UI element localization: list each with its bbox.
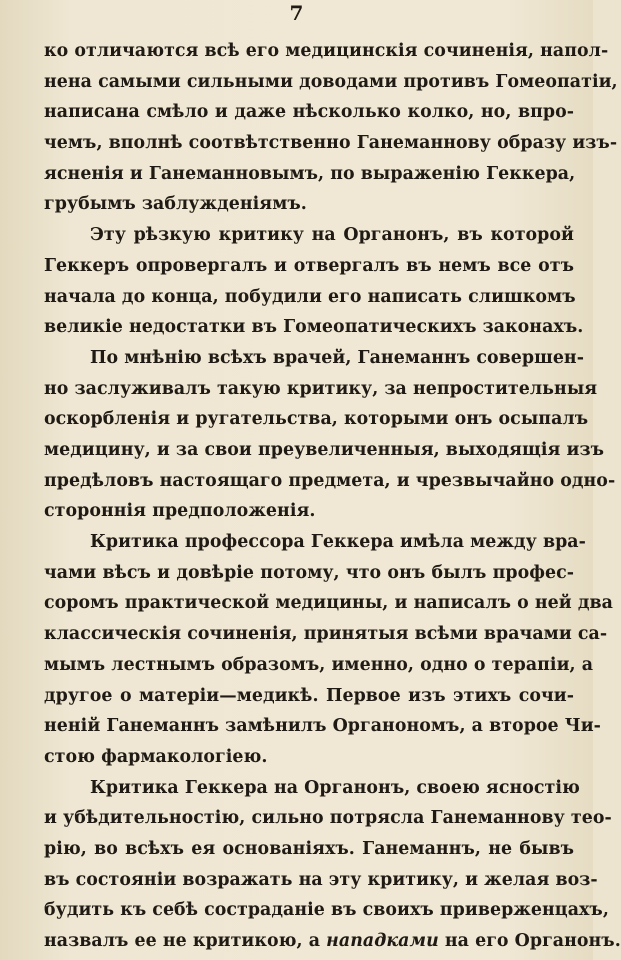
text-line: нена самыми сильными доводами противъ Гомеопатіи, bbox=[44, 71, 618, 92]
text-line: и убѣдительностію, сильно потрясла Ганеманнову тео- bbox=[44, 808, 612, 829]
text-line: мымъ лестнымъ образомъ, именно, одно о терапіи, а bbox=[44, 654, 594, 675]
text-line: но заслуживалъ такую критику, за непростительныя bbox=[44, 378, 598, 399]
text-line: оскорбленія и ругательства, которыми онъ осыпалъ bbox=[44, 409, 589, 430]
text-line: стою фармакологіею. bbox=[44, 746, 268, 767]
text-line: въ состояніи возражать на эту критику, и желая воз- bbox=[44, 869, 598, 890]
text-segment: назвалъ ее не критикою, а bbox=[44, 931, 327, 951]
paragraph-first-line: Эту рѣзкую критику на Органонъ, въ которой bbox=[90, 225, 574, 246]
text-line: Геккеръ опровергалъ и отвергалъ въ немъ все отъ bbox=[44, 255, 574, 276]
text-line: написана смѣло и даже нѣсколько колко, но, впро- bbox=[44, 102, 574, 123]
text-line: классическія сочиненія, принятыя всѣми врачами са- bbox=[44, 624, 608, 645]
text-line: чами вѣсъ и довѣріе потому, что онъ былъ профес- bbox=[44, 562, 574, 583]
text-line: стороннія предположенія. bbox=[44, 501, 316, 522]
text-line: неній Ганеманнъ замѣнилъ Органономъ, а второе Чи- bbox=[44, 716, 601, 737]
text-line: предѣловъ настоящаго предмета, и чрезвычайно одно- bbox=[44, 470, 616, 491]
emphasized-word: нападками bbox=[326, 931, 439, 951]
text-line: ко отличаются всѣ его медицинскія сочиненія, напол- bbox=[44, 41, 609, 61]
text-line: соромъ практической медицины, и написалъ о ней два bbox=[44, 593, 613, 614]
text-line: начала до конца, побудили его написать слишкомъ bbox=[44, 286, 576, 307]
paragraph-first-line: Критика Геккера на Органонъ, своею ясностію bbox=[90, 777, 580, 798]
text-line: медицину, и за свои преувеличенныя, выходящія изъ bbox=[44, 440, 605, 460]
text-line: великіе недостатки въ Гомеопатическихъ законахъ. bbox=[44, 317, 584, 338]
text-line: другое о матеріи—медикѣ. Первое изъ этихъ сочи- bbox=[44, 685, 574, 706]
text-line: будить къ себѣ состраданіе въ своихъ приверженцахъ, bbox=[44, 900, 609, 921]
text-line: чемъ, вполнѣ соотвѣтственно Ганеманнову образу изъ- bbox=[44, 133, 618, 154]
text-line: рію, во всѣхъ ея основаніяхъ. Ганеманнъ, не бывъ bbox=[44, 838, 574, 859]
paragraph-first-line: Критика профессора Геккера имѣла между вра- bbox=[90, 532, 586, 552]
text-line: грубымъ заблужденіямъ. bbox=[44, 194, 307, 215]
text-line: ясненія и Ганеманновымъ, по выраженію Геккера, bbox=[44, 163, 576, 184]
page-number: 7 bbox=[289, 1, 304, 25]
paragraph-first-line: По мнѣнію всѣхъ врачей, Ганеманнъ совершен- bbox=[90, 347, 584, 368]
text-line bbox=[44, 930, 621, 952]
text-segment: на его Органонъ. bbox=[438, 931, 621, 951]
